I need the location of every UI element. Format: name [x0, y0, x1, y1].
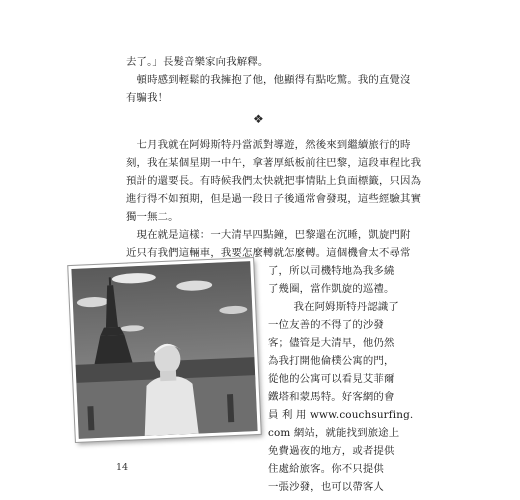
text-line: 客；儘管是大清早，他仍然	[268, 337, 395, 349]
text-line: 鐵塔和蒙馬特。好客網的會	[268, 391, 395, 403]
page-number: 14	[116, 462, 129, 473]
text-line: 有騙我！	[126, 92, 169, 104]
section-divider-ornament: ❖	[253, 112, 264, 126]
text-line: com 網站，就能找到旅途上	[268, 427, 400, 439]
text-line: 進行得不如預期，但是過一段日子後通常會發現，這些經驗其實	[126, 193, 422, 205]
photo-illustration	[71, 261, 257, 439]
text-line: 近只有我們這輛車，我要怎麼轉就怎麼轉。這個機會太不尋常	[126, 247, 411, 259]
text-line: 獨一無二。	[126, 211, 179, 223]
text-line: 刻，我在某個星期一中午，拿著厚紙板前往巴黎，這段車程比我	[126, 157, 422, 169]
eiffel-tower-photo	[68, 258, 261, 442]
text-line: 我在阿姆斯特丹認識了	[283, 301, 399, 313]
text-line: 一位友善的不得了的沙發	[268, 319, 384, 331]
text-line: 了幾圈，當作凱旋的巡禮。	[268, 283, 395, 295]
text-line: 七月我就在阿姆斯特丹當派對導遊，然後來到繼續旅行的時	[126, 139, 411, 151]
text-line: 頓時感到輕鬆的我擁抱了他，他顯得有點吃驚。我的直覺沒	[126, 74, 411, 86]
text-line: 從他的公寓可以看見艾菲爾	[268, 373, 395, 385]
text-line: 了，所以司機特地為我多繞	[268, 265, 395, 277]
text-line: 現在就是這樣：一大清早四點鐘，巴黎還在沉睡，凱旋門附	[126, 229, 411, 241]
text-line: 員 利 用 www.couchsurfing.	[268, 409, 414, 421]
text-line: 去了。」長髮音樂家向我解釋。	[126, 56, 269, 68]
text-line: 一張沙發，也可以帶客人	[268, 481, 384, 493]
text-line: 住處給旅客。你不只提供	[268, 463, 384, 475]
text-line: 免費過夜的地方，或者提供	[268, 445, 395, 457]
text-line: 預計的還要長。有時候我們太快就把事情貼上負面標籤，只因為	[126, 175, 422, 187]
text-line: 為我打開他倫樸公寓的門，	[268, 355, 395, 367]
